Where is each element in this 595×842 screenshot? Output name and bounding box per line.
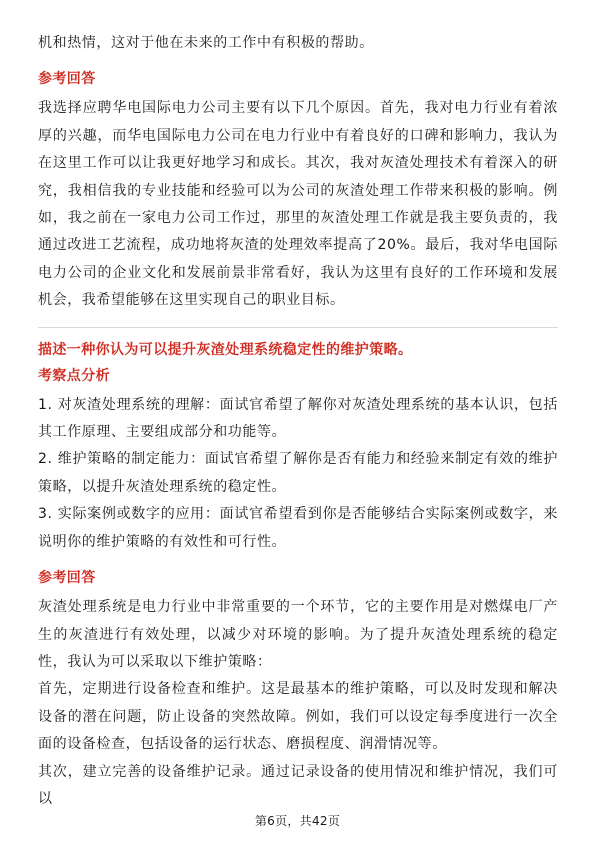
question2-title: 描述一种你认为可以提升灰渣处理系统稳定性的维护策略。 [38,341,413,358]
analysis-point-3: 3. 实际案例或数字的应用：面试官希望看到你是否能够结合实际案例或数字，来说明你的维护策略的有效性和可行性。 [38,506,558,550]
analysis-heading: 考察点分析 [38,367,110,384]
page-number: 第6页，共42页 [254,814,341,828]
document-page [38,30,558,813]
answer2-paragraph-1: 灰渣处理系统是电力行业中非常重要的一个环节，它的主要作用是对燃煤电厂产生的灰渣进行有效处理，以减少对环境的影响。为了提升灰渣处理系统的稳定性，我认为可以采取以下维护策略： [38,599,558,670]
answer2-paragraph-2: 首先，定期进行设备检查和维护。这是最基本的维护策略，可以及时发现和解决设备的潜在问题，防止设备的突然故障。例如，我们可以设定每季度进行一次全面的设备检查，包括设备的运行状态、磨损程度、润滑情况等。 [38,681,558,753]
answer1-text: 我选择应聘华电国际电力公司主要有以下几个原因。首先，我对电力行业有着浓厚的兴趣，而华电国际电力公司在电力行业中有着良好的口碑和影响力，我认为在这里工作可以让我更好地学习和成长。其次，我对灰渣处理技术有着深入的研究，我相信我的专业技能和经验可以为公司的灰渣处理工作带来积极的影响。例如，我之前在一家电力公司工作过，那里的灰渣处理工作就是我主要负责的，我通过改进工艺流程，成功地将灰渣的处理效率提高了20%。最后，我对华电国际电力公司的企业文化和发展前景非常看好，我认为这里有良好的工作环境和发展机会，我希望能够在这里实现自己的职业目标。 [38,100,558,309]
answer2-heading: 参考回答 [38,570,96,587]
answer1-heading: 参考回答 [38,71,96,88]
analysis-point-1: 1. 对灰渣处理系统的理解：面试官希望了解你对灰渣处理系统的基本认识，包括其工作原理、主要组成部分和功能等。 [38,396,558,441]
answer2-paragraph-3: 其次，建立完善的设备维护记录。通过记录设备的使用情况和维护情况，我们可以 [38,763,558,807]
intro-tail-text: 机和热情，这对于他在未来的工作中有积极的帮助。 [38,35,374,51]
analysis-point-2: 2. 维护策略的制定能力：面试官希望了解你是否有能力和经验来制定有效的维护策略，以提升灰渣处理系统的稳定性。 [38,451,558,495]
